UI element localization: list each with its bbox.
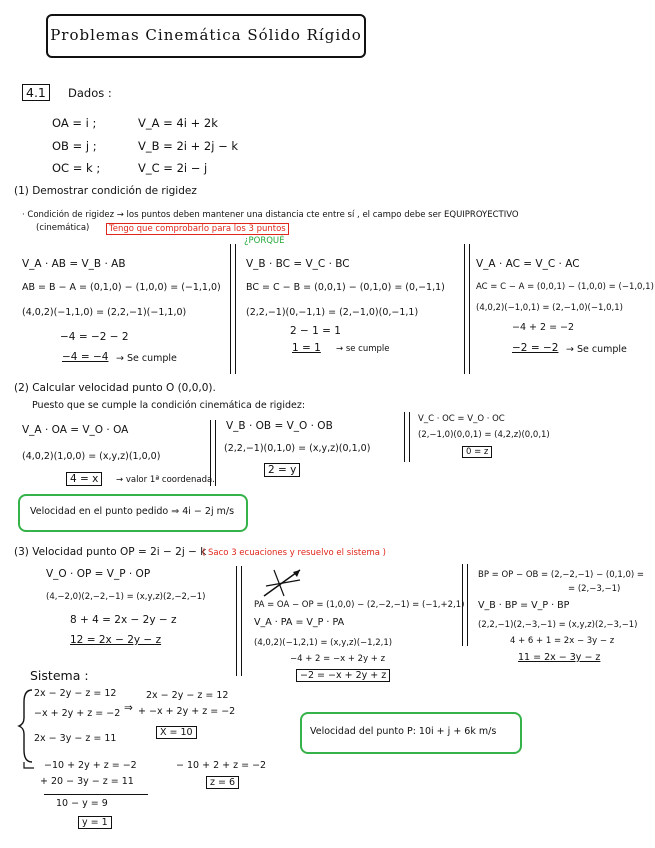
step2-line-2: + 20 − 3y − z = 11 bbox=[40, 776, 134, 787]
p1c3-result: −2 = −2 bbox=[512, 342, 559, 354]
divider bbox=[241, 566, 242, 676]
y-result: y = 1 bbox=[78, 816, 112, 829]
x-result: X = 10 bbox=[156, 726, 197, 739]
part2-answer: Velocidad en el punto pedido ⇒ 4i − 2j m/s bbox=[30, 506, 235, 517]
p3c2-pa: PA = OA − OP = (1,0,0) − (2,−2,−1) = (−1,+2,1) bbox=[254, 600, 465, 610]
p1c3-cumple: → Se cumple bbox=[566, 344, 627, 355]
part1-heading: (1) Demostrar condición de rigidez bbox=[14, 185, 197, 197]
p1c1-line3: (4,0,2)(−1,1,0) = (2,2,−1)(−1,1,0) bbox=[22, 307, 187, 318]
z-result: z = 6 bbox=[206, 776, 239, 789]
p1c3-ac: AC = C − A = (0,0,1) − (1,0,0) = (−1,0,1) bbox=[476, 282, 654, 292]
sum-line-2: + −x + 2y + z = −2 bbox=[138, 706, 236, 717]
divider bbox=[215, 420, 216, 486]
sys-eq-3: 2x − 3y − z = 11 bbox=[34, 733, 117, 744]
dados-label: Dados : bbox=[68, 86, 112, 100]
rigidity-condition-2: (cinemática) bbox=[36, 223, 90, 233]
divider bbox=[235, 244, 236, 374]
p2c2-eq: V_B · OB = V_O · OB bbox=[226, 420, 333, 432]
p3c2-line4: −4 + 2 = −x + 2y + z bbox=[290, 654, 386, 664]
p1c1-cumple: → Se cumple bbox=[116, 353, 177, 364]
problem-number: 4.1 bbox=[22, 84, 50, 101]
p1c2-line3: (2,2,−1)(0,−1,1) = (2,−1,0)(0,−1,1) bbox=[246, 307, 419, 318]
p3c1-line3: 8 + 4 = 2x − 2y − z bbox=[70, 614, 177, 626]
rigidity-condition: · Condición de rigidez → los puntos deben mantener una distancia cte entre sí , el campo debe ser EQUIPROYECTIVO bbox=[22, 210, 519, 220]
system-brace bbox=[16, 688, 38, 772]
answer-box-part3 bbox=[300, 712, 522, 754]
divider bbox=[236, 566, 237, 676]
p2c1-result: 4 = x bbox=[66, 472, 102, 486]
sum-rule bbox=[44, 794, 148, 795]
given-oc: OC = k ; bbox=[52, 161, 101, 175]
p1c2-line4: 2 − 1 = 1 bbox=[290, 325, 341, 337]
p3c3-result: 11 = 2x − 3y − z bbox=[518, 652, 601, 663]
p2c3-line2: (2,−1,0)(0,0,1) = (4,2,z)(0,0,1) bbox=[418, 430, 550, 440]
p3c3-eq: V_B · BP = V_P · BP bbox=[478, 600, 570, 611]
answer-box-part2 bbox=[18, 494, 248, 532]
p2c2-line2: (2,2,−1)(0,1,0) = (x,y,z)(0,1,0) bbox=[224, 443, 371, 454]
divider bbox=[464, 244, 465, 374]
p1c1-ab: AB = B − A = (0,1,0) − (1,0,0) = (−1,1,0) bbox=[22, 282, 221, 293]
p1c1-line4: −4 = −2 − 2 bbox=[60, 331, 129, 343]
p2c3-eq: V_C · OC = V_O · OC bbox=[418, 414, 505, 424]
divider bbox=[230, 244, 231, 374]
p1c2-eq: V_B · BC = V_C · BC bbox=[246, 258, 350, 270]
sys-eq-1: 2x − 2y − z = 12 bbox=[34, 688, 117, 699]
p3c2-line3: (4,0,2)(−1,2,1) = (x,y,z)(−1,2,1) bbox=[254, 638, 393, 648]
sys-eq-2: −x + 2y + z = −2 bbox=[34, 708, 121, 719]
p2c1-note: → valor 1ª coordenada. bbox=[116, 475, 215, 485]
p3c3-line4: 4 + 6 + 1 = 2x − 3y − z bbox=[510, 636, 615, 646]
p1c2-result: 1 = 1 bbox=[292, 342, 321, 354]
vector-sketch-icon bbox=[260, 566, 304, 600]
divider bbox=[210, 420, 211, 486]
part3-red-note: ( Saco 3 ecuaciones y resuelvo el sistema ) bbox=[202, 548, 386, 558]
part2-intro: Puesto que se cumple la condición cinemática de rigidez: bbox=[32, 400, 306, 411]
p2c1-eq: V_A · OA = V_O · OA bbox=[22, 424, 129, 436]
p2c3-result: 0 = z bbox=[462, 446, 492, 458]
p1c3-eq: V_A · AC = V_C · AC bbox=[476, 258, 580, 270]
part3-answer: Velocidad del punto P: 10i + j + 6k m/s bbox=[310, 726, 497, 737]
p1c1-result: −4 = −4 bbox=[62, 351, 109, 363]
p2c1-line2: (4,0,2)(1,0,0) = (x,y,z)(1,0,0) bbox=[22, 451, 161, 462]
part3-heading: (3) Velocidad punto OP = 2i − 2j − k bbox=[14, 546, 207, 558]
red-note-check: Tengo que comprobarlo para los 3 puntos bbox=[106, 223, 289, 235]
p3c2-result: −2 = −x + 2y + z bbox=[296, 669, 390, 682]
step2-line-1: −10 + 2y + z = −2 bbox=[44, 760, 137, 771]
p3c2-eq: V_A · PA = V_P · PA bbox=[254, 617, 345, 628]
p3c3-bp2: = (2,−3,−1) bbox=[568, 584, 621, 594]
p3c1-eq: V_O · OP = V_P · OP bbox=[46, 568, 151, 580]
p1c2-cumple: → se cumple bbox=[336, 344, 390, 354]
given-va: V_A = 4i + 2k bbox=[138, 116, 218, 130]
step2-sum: 10 − y = 9 bbox=[56, 798, 108, 809]
p3c1-result: 12 = 2x − 2y − z bbox=[70, 634, 162, 646]
p3c3-bp: BP = OP − OB = (2,−2,−1) − (0,1,0) = bbox=[478, 570, 644, 580]
divider bbox=[409, 412, 410, 462]
p2c2-result: 2 = y bbox=[264, 463, 300, 477]
divider bbox=[462, 564, 463, 646]
given-vc: V_C = 2i − j bbox=[138, 161, 208, 175]
green-why-note: ¿PORQUÉ bbox=[244, 236, 285, 246]
p1c3-line4: −4 + 2 = −2 bbox=[512, 322, 575, 333]
page-title: Problemas Cinemática Sólido Rígido bbox=[50, 26, 362, 44]
divider bbox=[467, 564, 468, 646]
title-box bbox=[46, 14, 366, 58]
p3c1-line2: (4,−2,0)(2,−2,−1) = (x,y,z)(2,−2,−1) bbox=[46, 592, 206, 602]
implies-arrow-icon: ⇒ bbox=[124, 702, 133, 714]
part2-heading: (2) Calcular velocidad punto O (0,0,0). bbox=[14, 382, 216, 394]
divider bbox=[404, 412, 405, 462]
given-vb: V_B = 2i + 2j − k bbox=[138, 139, 239, 153]
divider bbox=[469, 244, 470, 374]
given-oa: OA = i ; bbox=[52, 116, 97, 130]
z-calc: − 10 + 2 + z = −2 bbox=[176, 760, 267, 771]
sum-line-1: 2x − 2y − z = 12 bbox=[146, 690, 229, 701]
given-ob: OB = j ; bbox=[52, 139, 97, 153]
sistema-label: Sistema : bbox=[30, 668, 89, 683]
p1c1-eq: V_A · AB = V_B · AB bbox=[22, 258, 126, 270]
p1c3-line3: (4,0,2)(−1,0,1) = (2,−1,0)(−1,0,1) bbox=[476, 303, 623, 313]
p3c3-line3: (2,2,−1)(2,−3,−1) = (x,y,z)(2,−3,−1) bbox=[478, 620, 638, 630]
p1c2-bc: BC = C − B = (0,0,1) − (0,1,0) = (0,−1,1) bbox=[246, 282, 445, 293]
